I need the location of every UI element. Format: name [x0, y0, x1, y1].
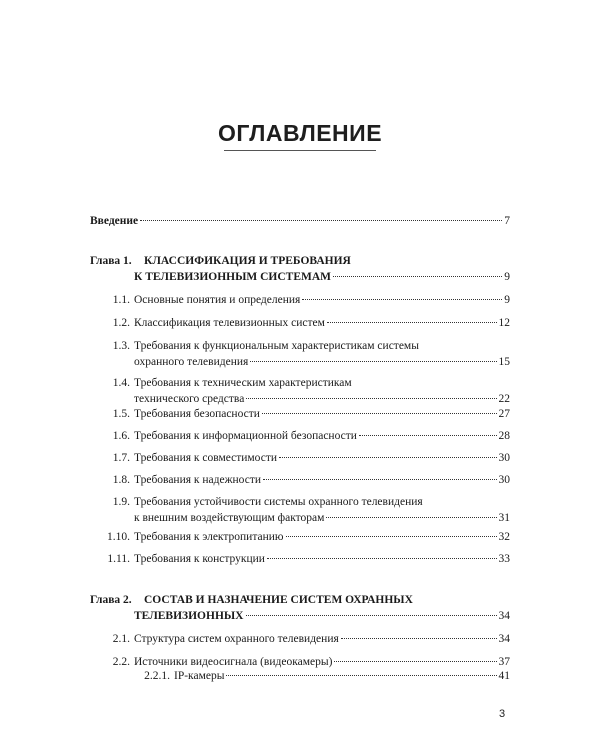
toc-entry-1-7[interactable]	[90, 451, 510, 465]
toc-entry-page: 7	[504, 215, 510, 227]
dot-leader	[279, 457, 497, 458]
toc-entry-page: 41	[498, 670, 510, 682]
dot-leader	[302, 299, 502, 300]
toc-entry-page: 30	[498, 452, 510, 464]
toc-entry-number: 2.2.1.	[144, 670, 170, 682]
toc-entry-number: 1.6.	[112, 430, 130, 442]
toc-entry-label: Требования к электропитанию	[134, 531, 284, 543]
dot-leader	[246, 398, 496, 399]
toc-entry-page: 28	[498, 430, 510, 442]
toc-entry-number: Глава 1.	[90, 255, 132, 267]
toc-entry-1-8[interactable]	[90, 473, 510, 487]
toc-entry-number: 1.2.	[112, 317, 130, 329]
toc-entry-page: 34	[498, 610, 510, 622]
toc-entry-page: 27	[498, 408, 510, 420]
toc-entry-label-line1: СОСТАВ И НАЗНАЧЕНИЕ СИСТЕМ ОХРАННЫХ	[144, 594, 413, 606]
toc-entry-label: Источники видеосигнала (видеокамеры)	[134, 656, 333, 668]
toc-entry-2-1[interactable]	[90, 632, 510, 646]
toc-entry-1-6[interactable]	[90, 429, 510, 443]
toc-entry-label: Требования безопасности	[134, 408, 260, 420]
toc-entry-number: 1.8.	[112, 474, 130, 486]
toc-entry-label-line2: ТЕЛЕВИЗИОННЫХ	[134, 610, 244, 622]
toc-entry-label: Требования к совместимости	[134, 452, 277, 464]
toc-entry-page: 34	[498, 633, 510, 645]
dot-leader	[262, 413, 497, 414]
dot-leader	[326, 517, 496, 518]
dot-leader	[286, 536, 497, 537]
title-underline	[224, 150, 376, 151]
toc-entry-label: Введение	[90, 215, 139, 227]
toc-entry-2-2-1[interactable]	[90, 669, 510, 683]
toc-entry-1-11[interactable]	[90, 552, 510, 566]
toc-entry-number: Глава 2.	[90, 594, 132, 606]
toc-entry-number: 1.11.	[107, 553, 130, 565]
dot-leader	[267, 558, 497, 559]
toc-entry-label-line2: технического средства	[134, 393, 245, 405]
toc-entry-1-2[interactable]	[90, 316, 510, 330]
toc-entry-label-line2: охранного телевидения	[134, 356, 249, 368]
toc-entry-number: 1.3.	[112, 340, 130, 352]
toc-entry-number: 1.5.	[112, 408, 130, 420]
toc-entry-label: Основные понятия и определения	[134, 294, 301, 306]
toc-entry-1-10[interactable]	[90, 530, 510, 544]
toc-entry-label: Требования к надежности	[134, 474, 261, 486]
toc-entry-1-1[interactable]	[90, 293, 510, 307]
toc-entry-page: 12	[498, 317, 510, 329]
dot-leader	[226, 675, 496, 676]
toc-entry-label: Классификация телевизионных систем	[134, 317, 325, 329]
toc-entry-page: 31	[498, 512, 510, 524]
toc-entry-page: 15	[498, 356, 510, 368]
toc-entry-chapter-1[interactable]	[90, 254, 510, 284]
toc-entry-page: 32	[498, 531, 510, 543]
toc-entry-number: 2.2.	[112, 656, 130, 668]
page-number: 3	[499, 708, 506, 720]
dot-leader	[334, 661, 496, 662]
dot-leader	[250, 361, 496, 362]
toc-entry-label-line2: к внешним воздействующим факторам	[134, 512, 325, 524]
toc-entry-label-line1: Требования к техническим характеристикам	[134, 377, 352, 389]
toc-entry-introduction[interactable]	[90, 214, 510, 228]
toc-entry-number: 1.9.	[112, 496, 130, 508]
dot-leader	[327, 322, 497, 323]
dot-leader	[359, 435, 497, 436]
toc-entry-label: Требования к информационной безопасности	[134, 430, 357, 442]
toc-entry-page: 22	[498, 393, 510, 405]
dot-leader	[341, 638, 497, 639]
page-title: ОГЛАВЛЕНИЕ	[217, 120, 383, 146]
toc-entry-number: 1.10.	[107, 531, 130, 543]
toc-entry-page: 37	[498, 656, 510, 668]
toc-entry-label-line1: Требования к функциональным характеристикам системы	[134, 340, 419, 352]
toc-entry-page: 33	[498, 553, 510, 565]
toc-entry-number: 1.4.	[112, 377, 130, 389]
toc-entry-2-2[interactable]	[90, 655, 510, 669]
dot-leader	[246, 615, 497, 616]
toc-entry-page: 30	[498, 474, 510, 486]
dot-leader	[263, 479, 497, 480]
toc-entry-label: IP-камеры	[174, 670, 225, 682]
toc-entry-chapter-2[interactable]	[90, 593, 510, 623]
dot-leader	[140, 220, 502, 221]
toc-entry-number: 1.7.	[112, 452, 130, 464]
toc-entry-label: Требования к конструкции	[134, 553, 265, 565]
toc-entry-label-line1: Требования устойчивости системы охранного телевидения	[134, 496, 423, 508]
toc-entry-label-line2: К ТЕЛЕВИЗИОННЫМ СИСТЕМАМ	[134, 271, 332, 283]
toc-entry-label: Структура систем охранного телевидения	[134, 633, 339, 645]
toc-entry-number: 1.1.	[112, 294, 130, 306]
toc-entry-1-9[interactable]	[90, 495, 510, 525]
toc-entry-1-4[interactable]	[90, 376, 510, 406]
toc-entry-label-line1: КЛАССИФИКАЦИЯ И ТРЕБОВАНИЯ	[144, 255, 351, 267]
toc-entry-page: 9	[504, 271, 510, 283]
toc-entry-1-3[interactable]	[90, 339, 510, 369]
toc-entry-number: 2.1.	[112, 633, 130, 645]
toc-entry-1-5[interactable]	[90, 407, 510, 421]
dot-leader	[333, 276, 502, 277]
toc-entry-page: 9	[504, 294, 510, 306]
